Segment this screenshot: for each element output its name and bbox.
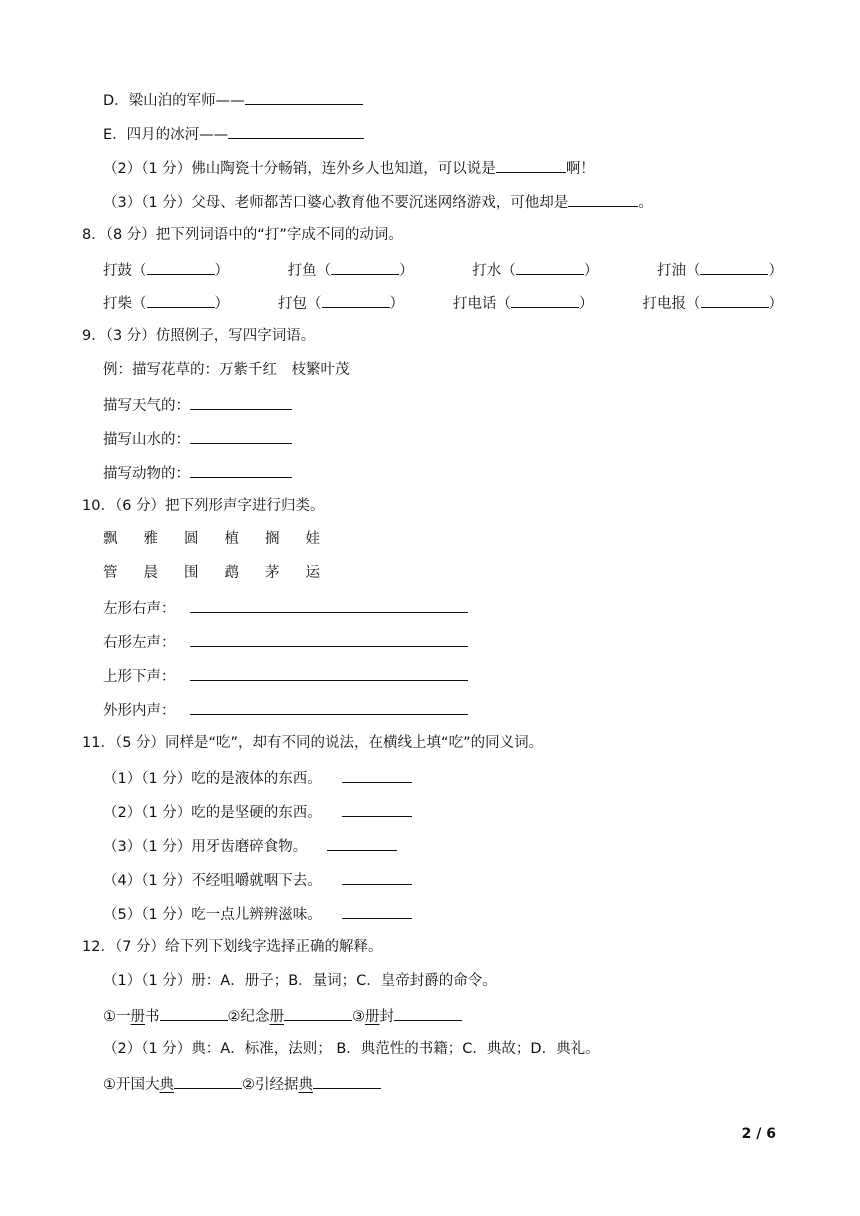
answer-blank[interactable] [190,699,468,715]
q7-item-d-text: D．梁山泊的军师—— [103,93,245,109]
q10-chars-row-2 [103,563,320,583]
page-number: 2 / 6 [741,1126,776,1142]
q7-sub2-end: 啊！ [565,161,595,177]
q7-sub2-text: （2）（1 分）佛山陶瓷十分畅销，连外乡人也知道，可以说是 [103,161,496,177]
char: 晨 [143,565,158,581]
answer-blank[interactable] [342,869,412,885]
answer-blank[interactable] [331,259,399,275]
answer-blank[interactable] [190,394,292,410]
answer-blank[interactable] [342,903,412,919]
answer-blank[interactable] [394,1005,462,1021]
q9-item: 描写山水的： [103,428,292,450]
q10-item: 左形右声： [103,597,468,619]
q8-item: 打油（ ） [657,259,783,281]
q12-sub1-items: ①一册书 ②纪念册 ③册封 [103,1005,462,1027]
answer-blank[interactable] [160,1005,228,1021]
q11-item: （2）（1 分）吃的是坚硬的东西。 [103,801,412,823]
circled-number: ① [103,1009,116,1025]
answer-blank[interactable] [342,767,412,783]
answer-blank[interactable] [174,1073,242,1089]
q9-item: 描写动物的： [103,462,292,484]
q8-item: 打包（ ） [278,292,404,314]
q7-item-e-text: E．四月的冰河—— [103,127,229,143]
q8-item: 打电报（ ） [643,292,784,314]
answer-blank[interactable] [190,428,292,444]
q9-example: 例：描写花草的：万紫千红 枝繁叶茂 [103,362,350,378]
char: 鹉 [224,565,239,581]
q7-sub2 [103,157,595,179]
char: 搁 [265,531,280,547]
underlined-char: 册 [365,1009,380,1025]
q11-item: （5）（1 分）吃一点儿辨辨滋味。 [103,903,412,925]
q11-title: 11．（5 分）同样是“吃”，却有不同的说法，在横线上填“吃”的同义词。 [82,735,544,751]
answer-blank[interactable] [700,259,768,275]
circled-number: ③ [352,1009,365,1025]
q12-sub2: （2）（1 分）典：A．标准，法则； B．典范性的书籍；C．典故；D．典礼。 [103,1041,600,1057]
answer-blank[interactable] [701,292,769,308]
q11-item: （4）（1 分）不经咀嚼就咽下去。 [103,869,412,891]
answer-blank[interactable] [327,835,397,851]
q7-item-e [103,123,364,145]
q8-item: 打鼓（ ） [103,259,229,281]
char: 茅 [265,565,280,581]
q8-item: 打鱼（ ） [288,259,414,281]
answer-blank[interactable] [516,259,584,275]
q10-chars-row-1 [103,529,320,549]
q8-item: 打柴（ ） [103,292,229,314]
q10-title: 10．（6 分）把下列形声字进行归类。 [82,498,325,514]
answer-blank[interactable] [190,597,468,613]
answer-blank[interactable] [313,1073,381,1089]
underlined-char: 册 [269,1009,284,1025]
q8-title: 8．（8 分）把下列词语中的“打”字成不同的动词。 [82,227,403,243]
answer-blank[interactable] [322,292,390,308]
answer-blank[interactable] [190,631,468,647]
q7-sub3 [103,191,653,213]
q12-sub1: （1）（1 分）册：A．册子；B．量词；C．皇帝封爵的命令。 [103,973,497,989]
circled-number: ② [227,1009,241,1025]
q11-item: （3）（1 分）用牙齿磨碎食物。 [103,835,397,857]
q8-row-1 [103,259,783,281]
q11-item: （1）（1 分）吃的是液体的东西。 [103,767,412,789]
q7-sub3-end: 。 [638,195,653,211]
answer-blank[interactable] [284,1005,352,1021]
answer-blank[interactable] [342,801,412,817]
q10-item: 外形内声： [103,699,468,721]
q8-item: 打水（ ） [472,259,598,281]
answer-blank[interactable] [511,292,579,308]
answer-blank[interactable] [147,292,215,308]
q7-sub3-text: （3）（1 分）父母、老师都苦口婆心教育他不要沉迷网络游戏，可他却是 [103,195,569,211]
q8-item: 打电话（ ） [453,292,594,314]
char: 圆 [184,531,199,547]
q10-item: 右形左声： [103,631,468,653]
underlined-char: 典 [159,1077,174,1093]
char: 飘 [103,531,118,547]
answer-blank[interactable] [228,123,364,139]
char: 植 [224,531,239,547]
circled-number: ② [242,1077,255,1093]
char: 围 [184,565,199,581]
q12-sub2-items: ①开国大典 ②引经据典 [103,1073,381,1095]
answer-blank[interactable] [190,462,292,478]
q12-title: 12．（7 分）给下列下划线字选择正确的解释。 [82,939,383,955]
answer-blank[interactable] [190,665,468,681]
q10-item: 上形下声： [103,665,468,687]
char: 管 [103,565,118,581]
char: 雅 [143,531,158,547]
answer-blank[interactable] [147,259,215,275]
underlined-char: 典 [298,1077,313,1093]
circled-number: ① [103,1077,116,1093]
answer-blank[interactable] [245,89,363,105]
q9-title: 9．（3 分）仿照例子，写四字词语。 [82,328,316,344]
q7-item-d [103,89,363,111]
char: 娃 [305,531,320,547]
underlined-char: 册 [130,1009,145,1025]
answer-blank[interactable] [568,191,638,207]
q9-item: 描写天气的： [103,394,292,416]
answer-blank[interactable] [496,157,566,173]
q8-row-2 [103,292,783,314]
char: 运 [305,565,320,581]
